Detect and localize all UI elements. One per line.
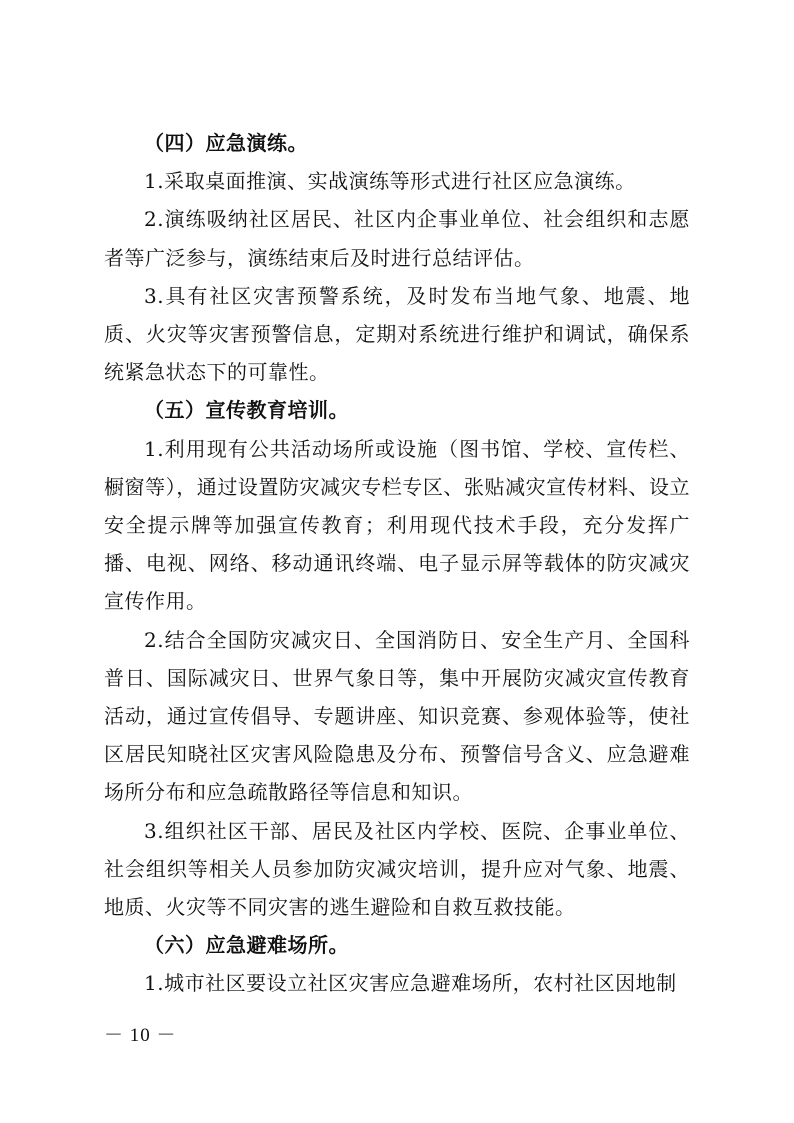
paragraph: 1.城市社区要设立社区灾害应急避难场所，农村社区因地制 bbox=[144, 971, 677, 996]
paragraph: 3.组织社区干部、居民及社区内学校、医院、企事业单位、社会组织等相关人员参加防灾减灾培训，提升应对气象、地震、地质、火灾等不同灾害的逃生避险和自救互救技能。 bbox=[104, 818, 690, 920]
page-number: － 10 － bbox=[104, 1025, 177, 1046]
section-heading-four: （四）应急演练。 bbox=[144, 131, 308, 155]
paragraph: 2.演练吸纳社区居民、社区内企事业单位、社会组织和志愿者等广泛参与，演练结束后及时进行总结评估。 bbox=[104, 207, 690, 270]
paragraph: 1.利用现有公共活动场所或设施（图书馆、学校、宣传栏、橱窗等），通过设置防灾减灾专栏专区、张贴减灾宣传材料、设立安全提示牌等加强宣传教育；利用现代技术手段，充分发挥广播、电视、网络、移动通讯终端、电子显示屏等载体的防灾减灾宣传作用。 bbox=[104, 436, 690, 614]
document-body bbox=[104, 124, 690, 1003]
paragraph: 1.采取桌面推演、实战演练等形式进行社区应急演练。 bbox=[144, 169, 636, 194]
paragraph: 2.结合全国防灾减灾日、全国消防日、安全生产月、全国科普日、国际减灾日、世界气象日等，集中开展防灾减灾宣传教育活动，通过宣传倡导、专题讲座、知识竞赛、参观体验等，使社区居民知晓社区灾害风险隐患及分布、预警信号含义、应急避难场所分布和应急疏散路径等信息和知识。 bbox=[104, 627, 690, 805]
section-heading-six: （六）应急避难场所。 bbox=[144, 933, 349, 958]
section-heading-five: （五）宣传教育培训。 bbox=[144, 398, 349, 423]
paragraph: 3.具有社区灾害预警系统，及时发布当地气象、地震、地质、火灾等灾害预警信息，定期对系统进行维护和调试，确保系统紧急状态下的可靠性。 bbox=[104, 283, 690, 385]
